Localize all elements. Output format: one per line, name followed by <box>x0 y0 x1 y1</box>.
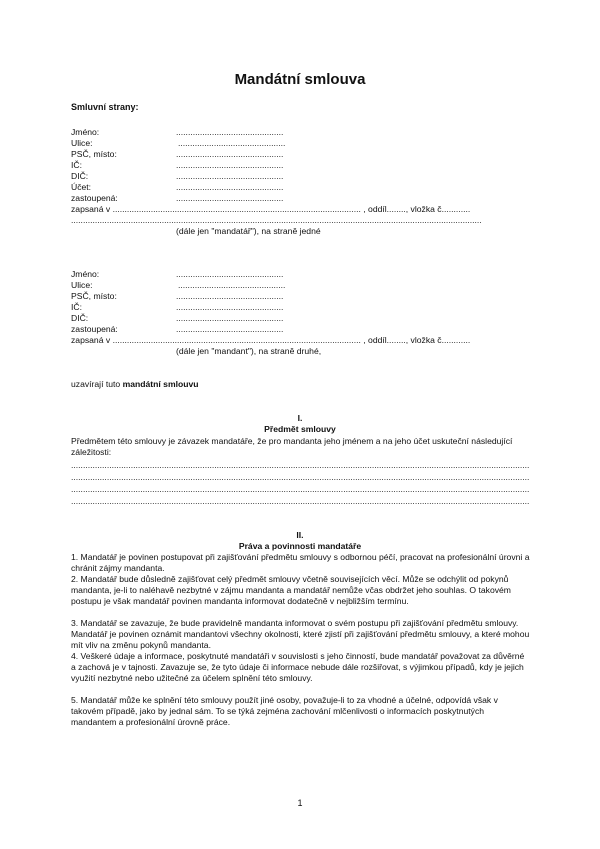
party1-suffix: (dále jen "mandatář"), na straně jedné <box>176 226 321 236</box>
section1-text: Předmětem této smlouvy je závazek mandatáře, že pro mandanta jeho jménem a na jeho účet uskuteční následující záležitosti: <box>71 436 513 457</box>
party1-field-dic: ............................................. <box>176 171 284 181</box>
party2-label-ico: IČ: <box>71 302 82 312</box>
party1-label-represented: zastoupená: <box>71 193 118 203</box>
section1-dots-2: ................................................................................................................................................................................................ <box>71 472 530 482</box>
party1-label-dic: DIČ: <box>71 171 89 181</box>
section2-item-1: 1. Mandatář je povinen postupovat při zajišťování předmětu smlouvy s odbornou péčí, pracovat na profesionální úrovni a chránit zájmy mandanta. <box>71 552 530 573</box>
section2-item-3: 3. Mandatář se zavazuje, že bude pravidelně mandanta informovat o svém postupu při zajišťování předmětu smlouvy. Mandatář je povinen oznámit mandantovi všechny okolnosti, které zjistí při zajišťování předmětu smlouvy, a které mohou mít vliv na změnu pokynů mandanta. <box>71 618 530 650</box>
party2-label-street: Ulice: <box>71 280 93 290</box>
party1-label-name: Jméno: <box>71 127 100 137</box>
party1-field-zip: ............................................. <box>176 149 284 159</box>
party2-field-street: ............................................. <box>178 280 286 290</box>
party1-field-street: ............................................. <box>178 138 286 148</box>
section2-number: II. <box>296 530 304 540</box>
document-title: Mandátní smlouva <box>234 71 366 88</box>
conclusion-prefix: uzavírají tuto <box>71 379 123 389</box>
section2-item-4: 4. Veškeré údaje a informace, poskytnuté mandatáři v souvislosti s jeho činností, bude mandatář považovat za důvěrné a zachová je v tajnosti. Zavazuje se, že tyto údaje či informace nebude dále rozšiřovat, s výjimkou případů, kdy je jejich využití nezbytné nebo užitečné za účelem splnění této smlouvy. <box>71 651 525 683</box>
party2-field-name: ............................................. <box>176 269 284 279</box>
party1-extra-dots: ............................................................................................................................................................................ <box>71 215 482 225</box>
party1-label-zip: PSČ, místo: <box>71 149 117 159</box>
party1-field-name: ............................................. <box>176 127 284 137</box>
conclusion-line <box>71 379 199 390</box>
party1-field-account: ............................................. <box>176 182 284 192</box>
party1-label-account: Účet: <box>71 182 92 192</box>
party2-label-represented: zastoupená: <box>71 324 118 334</box>
party2-field-represented: ............................................. <box>176 324 284 334</box>
party1-label-ico: IČ: <box>71 160 82 170</box>
party2-label-name: Jméno: <box>71 269 100 279</box>
parties-heading: Smluvní strany: <box>71 102 139 112</box>
party2-suffix: (dále jen "mandant"), na straně druhé, <box>176 346 322 356</box>
section1-dots-1: ................................................................................................................................................................................................ <box>71 460 530 470</box>
party1-field-represented: ............................................. <box>176 193 284 203</box>
section2-item-5: 5. Mandatář může ke splnění této smlouvy použít jiné osoby, považuje-li to za vhodné a účelné, odpovídá však v takovém případě, jako by jednal sám. To se týká zejména zachování mlčenlivosti o informacích poskytnutých mandantem a profesionální úrovně práce. <box>71 695 498 727</box>
party2-label-zip: PSČ, místo: <box>71 291 117 301</box>
section1-dots-4: ................................................................................................................................................................................................ <box>71 496 530 506</box>
section1-heading: Předmět smlouvy <box>264 424 336 434</box>
party1-label-street: Ulice: <box>71 138 93 148</box>
party2-field-zip: ............................................. <box>176 291 284 301</box>
section2-item-2: 2. Mandatář bude důsledně zajišťovat celý předmět smlouvy včetně souvisejících věcí. Může se odchýlit od pokynů mandanta, je-li to naléhavě nezbytné v zájmu mandanta a mandatář nemůže včas obdržet jeho souhlas. O takovém postupu je však mandatář povinen mandanta informovat dodatečně v nejbližším termínu. <box>71 574 511 606</box>
section1-number: I. <box>297 413 303 423</box>
party2-label-dic: DIČ: <box>71 313 89 323</box>
party2-field-ico: ............................................. <box>176 302 284 312</box>
section1-dots-3: ................................................................................................................................................................................................ <box>71 484 530 494</box>
party2-field-dic: ............................................. <box>176 313 284 323</box>
party1-field-ico: ............................................. <box>176 160 284 170</box>
page-number: 1 <box>297 798 303 808</box>
party2-register-line: zapsaná v ........................................................................................................ , oddíl........, vložka č............ <box>71 335 471 345</box>
party1-register-line: zapsaná v ........................................................................................................ , oddíl........, vložka č............ <box>71 204 471 214</box>
section2-heading: Práva a povinnosti mandatáře <box>238 541 362 551</box>
conclusion-bold: mandátní smlouvu <box>122 379 199 389</box>
